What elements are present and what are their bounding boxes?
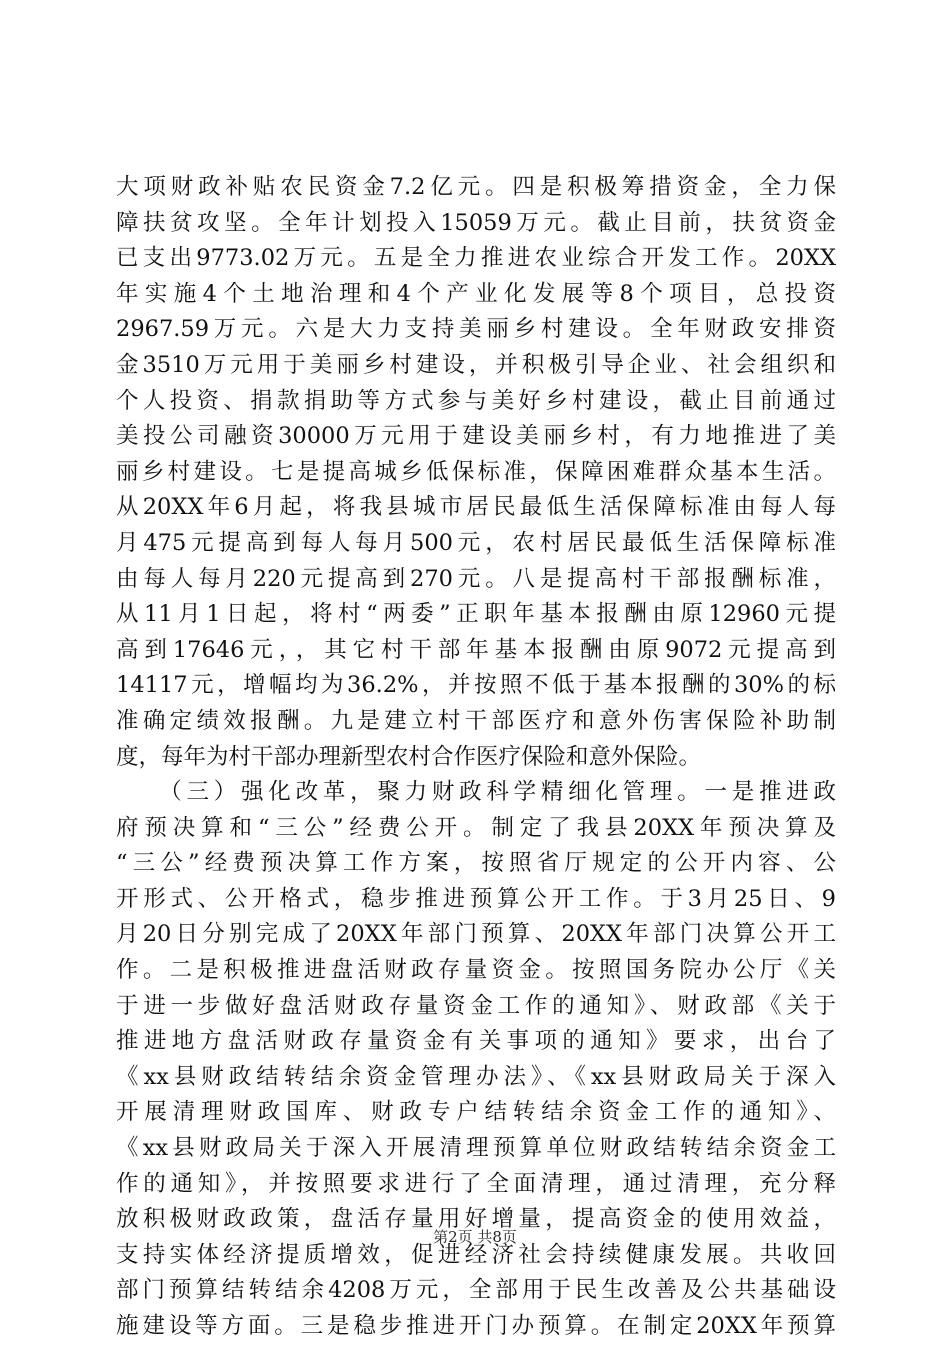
text-line: 个人投资、捐款捐助等方式参与美好乡村建设，截止目前通过 (116, 387, 836, 414)
text-line: 已支出9773.02万元。五是全力推进农业综合开发工作。20XX (116, 245, 836, 272)
text-line: 《xx县财政结转结余资金管理办法》、《xx县财政局关于深入 (116, 1063, 836, 1090)
text-line: 从11月1日起，将村“两委”正职年基本报酬由原12960元提 (116, 601, 836, 628)
text-line: “三公”经费预决算工作方案，按照省厅规定的公开内容、公 (116, 850, 836, 877)
text-line: 作的通知》，并按照要求进行了全面清理，通过清理，充分释 (116, 1170, 836, 1197)
text-line: 年实施4个土地治理和4个产业化发展等8个项目，总投资 (116, 280, 836, 307)
text-line: 由每人每月220元提高到270元。八是提高村干部报酬标准， (116, 565, 836, 592)
text-line: 丽乡村建设。七是提高城乡低保标准，保障困难群众基本生活。 (116, 458, 836, 485)
text-line: 准确定绩效报酬。九是建立村干部医疗和意外伤害保险补助制 (116, 707, 836, 734)
text-line: 14117元，增幅均为36.2%，并按照不低于基本报酬的30%的标 (116, 672, 836, 699)
text-line: 《xx县财政局关于深入开展清理预算单位财政结转结余资金工 (116, 1135, 836, 1162)
text-line: 从20XX年6月起，将我县城市居民最低生活保障标准由每人每 (116, 494, 836, 521)
text-line: 开展清理财政国库、财政专户结转结余资金工作的通知》、 (116, 1099, 836, 1126)
text-line: （三）强化改革，聚力财政科学精细化管理。一是推进政 (116, 779, 836, 806)
text-line: 2967.59万元。六是大力支持美丽乡村建设。全年财政安排资 (116, 316, 836, 343)
text-line: 度，每年为村干部办理新型农村合作医疗保险和意外保险。 (116, 743, 702, 770)
text-line: 府预决算和“三公”经费公开。制定了我县20XX年预决算及 (116, 814, 836, 841)
text-line: 支持实体经济提质增效，促进经济社会持续健康发展。共收回 (116, 1241, 836, 1268)
text-line: 部门预算结转结余4208万元，全部用于民生改善及公共基础设 (116, 1277, 836, 1304)
document-body (116, 170, 836, 1345)
text-line: 障扶贫攻坚。全年计划投入15059万元。截止目前，扶贫资金 (116, 209, 836, 236)
text-line: 金3510万元用于美丽乡村建设，并积极引导企业、社会组织和 (116, 351, 836, 378)
text-line: 推进地方盘活财政存量资金有关事项的通知》要求，出台了 (116, 1028, 836, 1055)
text-line: 于进一步做好盘活财政存量资金工作的通知》、财政部《关于 (116, 992, 836, 1019)
page-number-footer: 第2页 共8页 (433, 1228, 517, 1246)
text-line: 大项财政补贴农民资金7.2亿元。四是积极筹措资金，全力保 (116, 174, 836, 200)
text-line: 美投公司融资30000万元用于建设美丽乡村，有力地推进了美 (116, 423, 836, 450)
text-line: 放积极财政政策，盘活存量用好增量，提高资金的使用效益， (116, 1206, 836, 1233)
text-line: 施建设等方面。三是稳步推进开门办预算。在制定20XX年预算 (116, 1313, 836, 1339)
text-line: 作。二是积极推进盘活财政存量资金。按照国务院办公厅《关 (116, 957, 836, 984)
text-line: 高到17646元，，其它村干部年基本报酬由原9072元提高到 (116, 636, 836, 663)
text-line: 月20日分别完成了20XX年部门预算、20XX年部门决算公开工 (116, 921, 836, 948)
text-line: 月475元提高到每人每月500元，农村居民最低生活保障标准 (116, 529, 836, 556)
text-line: 开形式、公开格式，稳步推进预算公开工作。于3月25日、9 (116, 885, 836, 912)
